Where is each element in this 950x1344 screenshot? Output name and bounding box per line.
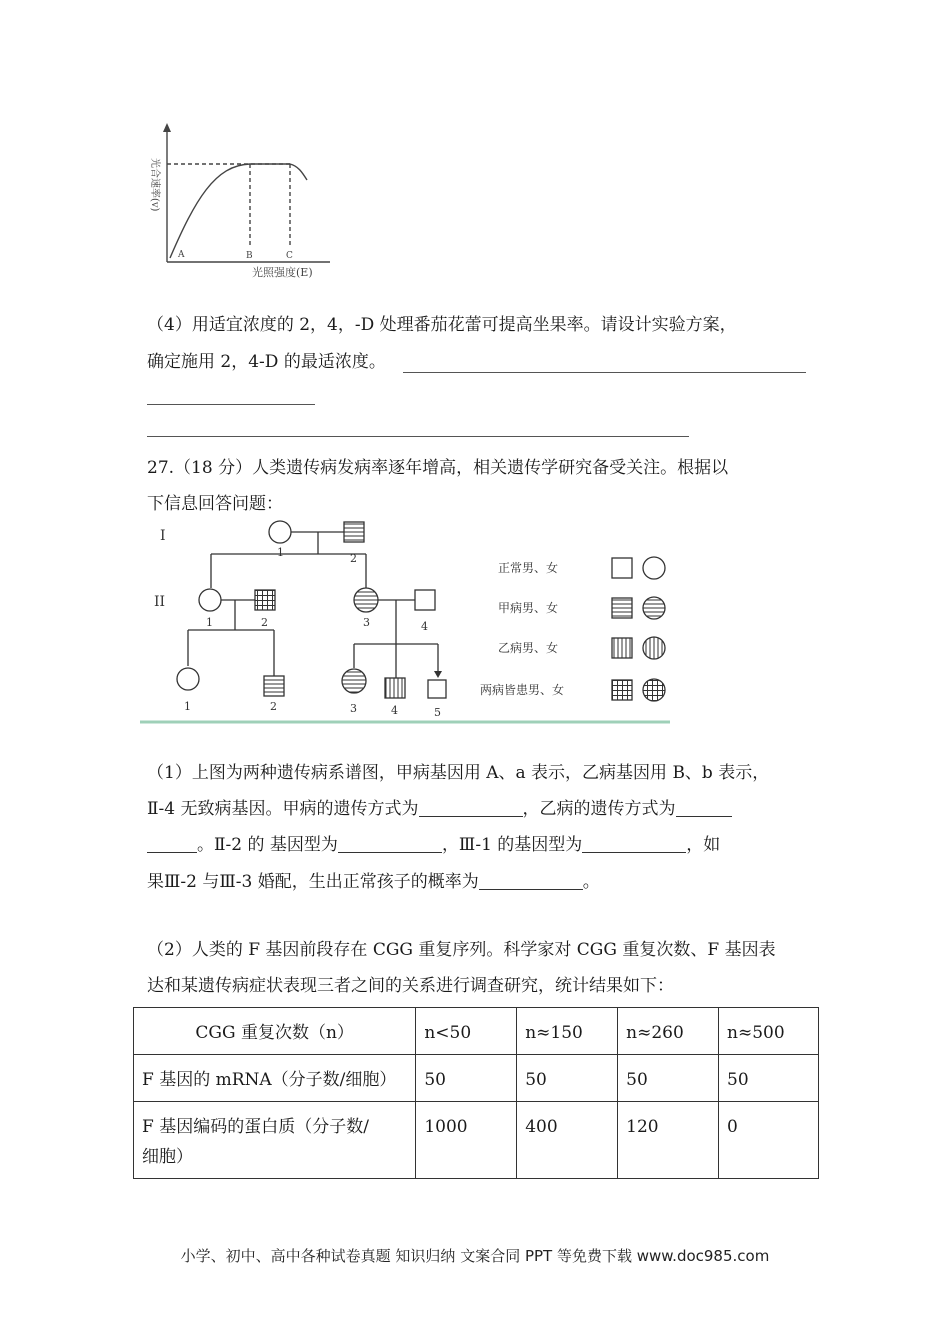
legend-both-label: 两病皆患男、女 xyxy=(480,683,565,697)
sub1-line3-text-a: 。Ⅱ-2 的 基因型为 xyxy=(197,835,338,855)
point-b: B xyxy=(246,251,253,261)
x-axis-label: 光照强度(E) xyxy=(252,266,313,279)
legend-both-male-icon xyxy=(612,680,632,700)
table-header-row xyxy=(134,1008,819,1055)
ii2-number: 2 xyxy=(261,616,268,629)
sub1-line2-text: Ⅱ-4 无致病基因。甲病的遗传方式为 xyxy=(147,799,419,819)
blank-genotype-iii1[interactable] xyxy=(582,836,686,853)
y-axis-arrow xyxy=(163,123,171,132)
iii4-affected-b-male xyxy=(385,678,405,698)
iii1-number: 1 xyxy=(184,700,191,713)
table-cell: 50 xyxy=(618,1055,719,1102)
sub1-line4-text-b: 。 xyxy=(582,872,600,892)
sub1-line4 xyxy=(147,870,600,894)
ii3-affected-a-female xyxy=(354,588,378,612)
point-c: C xyxy=(286,251,293,261)
legend-both-female-icon xyxy=(643,679,665,701)
legend-a-male-icon xyxy=(612,598,632,618)
table-cell: n≈150 xyxy=(517,1008,618,1055)
iii2-number: 2 xyxy=(270,700,277,713)
table-cell: n≈260 xyxy=(618,1008,719,1055)
q4-line1: （4）用适宜浓度的 2，4，-D 处理番茄花蕾可提高坐果率。请设计实验方案， xyxy=(147,315,737,335)
ii4-number: 4 xyxy=(421,620,428,633)
sub2-line1: （2）人类的 F 基因前段存在 CGG 重复序列。科学家对 CGG 重复次数、F 基因表 xyxy=(147,940,776,960)
iii5-number: 5 xyxy=(434,706,441,719)
q27-line1: 27.（18 分）人类遗传病发病率逐年增高，相关遗传学研究备受关注。根据以 xyxy=(147,458,729,478)
q27-line2: 下信息回答问题： xyxy=(147,494,283,514)
sub2-line2: 达和某遗传病症状表现三者之间的关系进行调查研究，统计结果如下： xyxy=(147,976,674,996)
iii1-normal-female xyxy=(177,668,199,690)
legend-normal-label: 正常男、女 xyxy=(498,561,559,575)
table-cell: 1000 xyxy=(416,1102,517,1179)
sub1-line3-text-c: ，如 xyxy=(686,835,721,855)
legend-normal-female-icon xyxy=(643,557,665,579)
table-cell: 0 xyxy=(719,1102,819,1179)
ii1-number: 1 xyxy=(206,616,213,629)
cgg-data-table xyxy=(133,1007,819,1179)
blank-inheritance-b-start[interactable] xyxy=(676,800,732,817)
i2-number: 2 xyxy=(350,552,357,565)
answer-line-1[interactable] xyxy=(403,372,806,373)
light-response-graph xyxy=(140,120,340,285)
sub1-line3-text-b: ，Ⅲ-1 的基因型为 xyxy=(441,835,583,855)
table-row xyxy=(134,1055,819,1102)
table-cell: 50 xyxy=(517,1055,618,1102)
gen-label-2: II xyxy=(154,594,166,610)
i1-number: 1 xyxy=(277,546,284,559)
y-axis-label: 光合速率(v) xyxy=(149,158,160,212)
pedigree-figure xyxy=(140,518,672,726)
legend-normal-male-icon xyxy=(612,558,632,578)
iii2-affected-a-male xyxy=(264,676,284,696)
table-cell: 50 xyxy=(719,1055,819,1102)
ii1-normal-female xyxy=(199,589,221,611)
table-cell: CGG 重复次数（n） xyxy=(134,1008,416,1055)
gen-label-1: I xyxy=(160,528,166,544)
row2-label-line2: 细胞） xyxy=(142,1147,193,1167)
blank-inheritance-b-end[interactable] xyxy=(147,836,197,853)
table-cell: n<50 xyxy=(416,1008,517,1055)
legend-b-label: 乙病男、女 xyxy=(498,641,559,655)
legend-b-female-icon xyxy=(643,637,665,659)
iii3-affected-a-female xyxy=(342,669,366,693)
table-cell xyxy=(134,1102,416,1179)
sub1-line2 xyxy=(147,797,732,821)
table-cell: F 基因的 mRNA（分子数/细胞） xyxy=(134,1055,416,1102)
row2-label-line1: F 基因编码的蛋白质（分子数/ xyxy=(142,1117,369,1137)
blank-probability[interactable] xyxy=(479,873,583,890)
q4-line2: 确定施用 2，4-D 的最适浓度。 xyxy=(147,352,386,372)
blank-inheritance-a[interactable] xyxy=(419,800,523,817)
table-cell: 120 xyxy=(618,1102,719,1179)
legend-a-label: 甲病男、女 xyxy=(498,601,559,615)
iii3-number: 3 xyxy=(350,702,357,715)
table-cell: 400 xyxy=(517,1102,618,1179)
answer-line-3[interactable] xyxy=(147,436,689,437)
rate-curve xyxy=(170,164,307,258)
table-cell: n≈500 xyxy=(719,1008,819,1055)
page-footer: 小学、初中、高中各种试卷真题 知识归纳 文案合同 PPT 等免费下载 www.doc985.com xyxy=(180,1247,770,1265)
ii2-affected-both-male xyxy=(255,590,275,610)
sub1-line2-text-b: ，乙病的遗传方式为 xyxy=(522,799,676,819)
sub1-line1: （1）上图为两种遗传病系谱图，甲病基因用 A、a 表示，乙病基因用 B、b 表示， xyxy=(147,763,770,783)
sub1-line3 xyxy=(147,833,720,857)
legend-b-male-icon xyxy=(612,638,632,658)
ii3-number: 3 xyxy=(363,616,370,629)
iii4-number: 4 xyxy=(391,704,398,717)
point-a: A xyxy=(178,250,185,260)
ii4-normal-male xyxy=(415,590,435,610)
table-cell: 50 xyxy=(416,1055,517,1102)
legend-a-female-icon xyxy=(643,597,665,619)
sub1-line4-text-a: 果Ⅲ-2 与Ⅲ-3 婚配，生出正常孩子的概率为 xyxy=(147,872,479,892)
i1-normal-female xyxy=(269,521,291,543)
answer-line-2[interactable] xyxy=(147,404,315,405)
i2-affected-a-male xyxy=(344,522,364,542)
iii5-normal-male xyxy=(428,680,446,698)
table-row xyxy=(134,1102,819,1179)
blank-genotype-ii2[interactable] xyxy=(338,836,442,853)
